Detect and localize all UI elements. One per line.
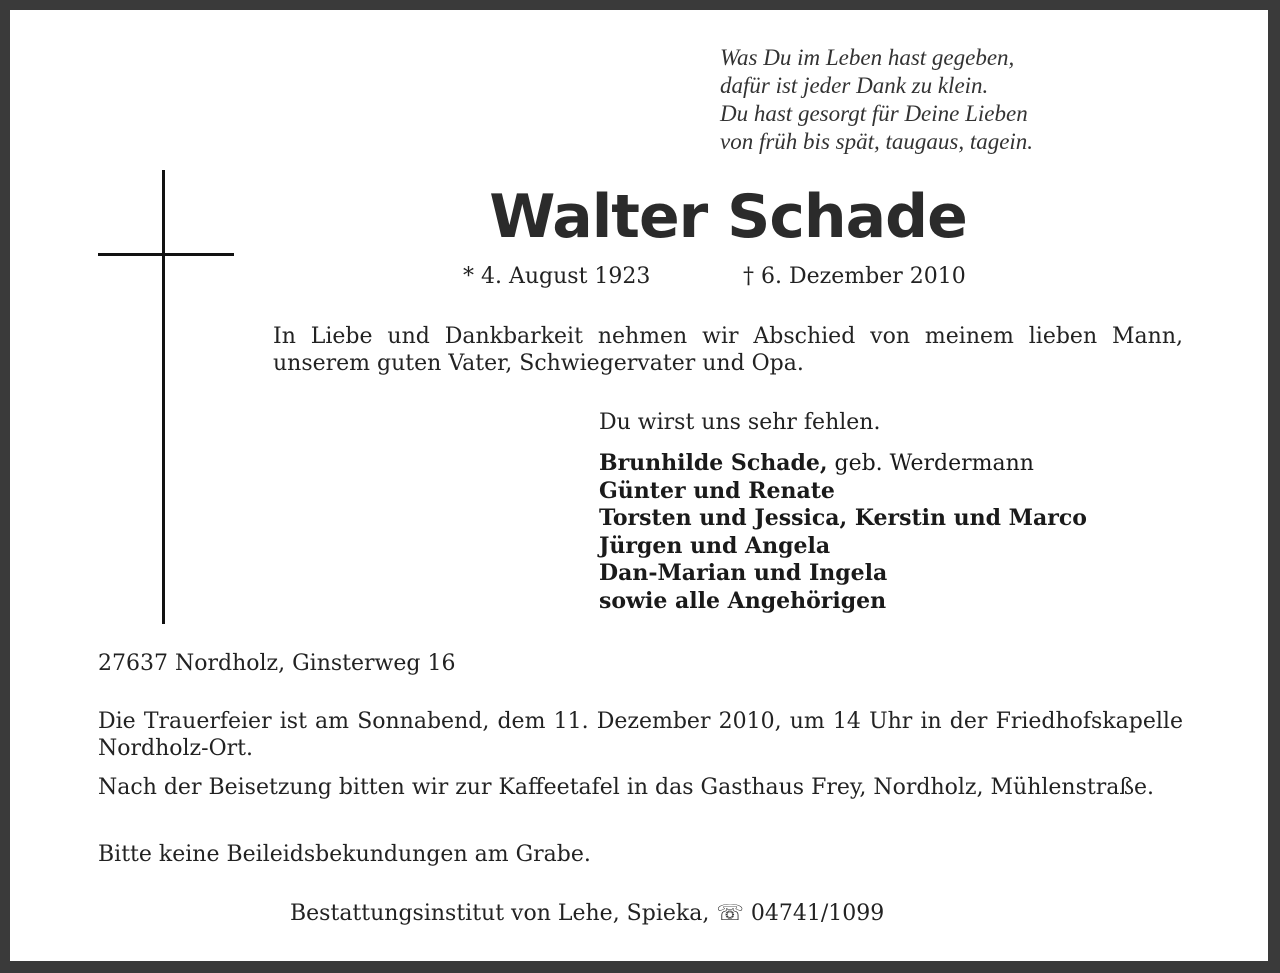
poem-line: Du hast gesorgt für Deine Lieben — [720, 101, 1028, 126]
poem-line: von früh bis spät, taugaus, tagein. — [720, 129, 1034, 154]
family-name-bold: Brunhilde Schade, — [599, 450, 828, 476]
cross-icon — [98, 170, 234, 624]
reception-info: Nach der Beisetzung bitten wir zur Kaffeetafel in das Gasthaus Frey, Nordholz, Mühlenstraße. — [98, 775, 1155, 800]
family-row — [599, 505, 1087, 533]
miss-line: Du wirst uns sehr fehlen. — [599, 410, 881, 435]
condolence-note: Bitte keine Beileidsbekundungen am Grabe. — [98, 842, 591, 867]
family-row — [599, 450, 1087, 478]
family-name-bold: Dan-Marian und Ingela — [599, 560, 888, 587]
family-name-bold: Torsten und Jessica, Kerstin und Marco — [599, 505, 1087, 532]
cross-vertical-bar — [162, 170, 165, 624]
intro-text: In Liebe und Dankbarkeit nehmen wir Abschied von meinem lieben Mann, unserem guten Vater, Schwiegervater und Opa. — [273, 324, 1183, 376]
family-name-suffix: geb. Werdermann — [827, 451, 1034, 476]
poem-line: dafür ist jeder Dank zu klein. — [720, 73, 989, 98]
cross-horizontal-bar — [98, 253, 234, 256]
deceased-name: Walter Schade — [489, 182, 967, 252]
family-list — [599, 450, 1087, 616]
family-row — [599, 478, 1087, 506]
address: 27637 Nordholz, Ginsterweg 16 — [98, 651, 456, 676]
poem — [720, 44, 1033, 156]
death-date: † 6. Dezember 2010 — [743, 264, 966, 289]
poem-line: Was Du im Leben hast gegeben, — [720, 45, 1015, 70]
funeral-info: Die Trauerfeier ist am Sonnabend, dem 11. Dezember 2010, um 14 Uhr in der Friedhofskapelle Nordholz-Ort. — [98, 709, 1183, 761]
family-name-bold: sowie alle Angehörigen — [599, 587, 887, 614]
family-row — [599, 560, 1087, 588]
birth-date: * 4. August 1923 — [463, 264, 651, 289]
family-name-bold: Jürgen und Angela — [599, 532, 831, 559]
obituary-page — [10, 10, 1268, 961]
family-row — [599, 533, 1087, 561]
family-name-bold: Günter und Renate — [599, 477, 835, 504]
undertaker-info: Bestattungsinstitut von Lehe, Spieka, ☏ 04741/1099 — [290, 901, 885, 926]
family-row — [599, 588, 1087, 616]
